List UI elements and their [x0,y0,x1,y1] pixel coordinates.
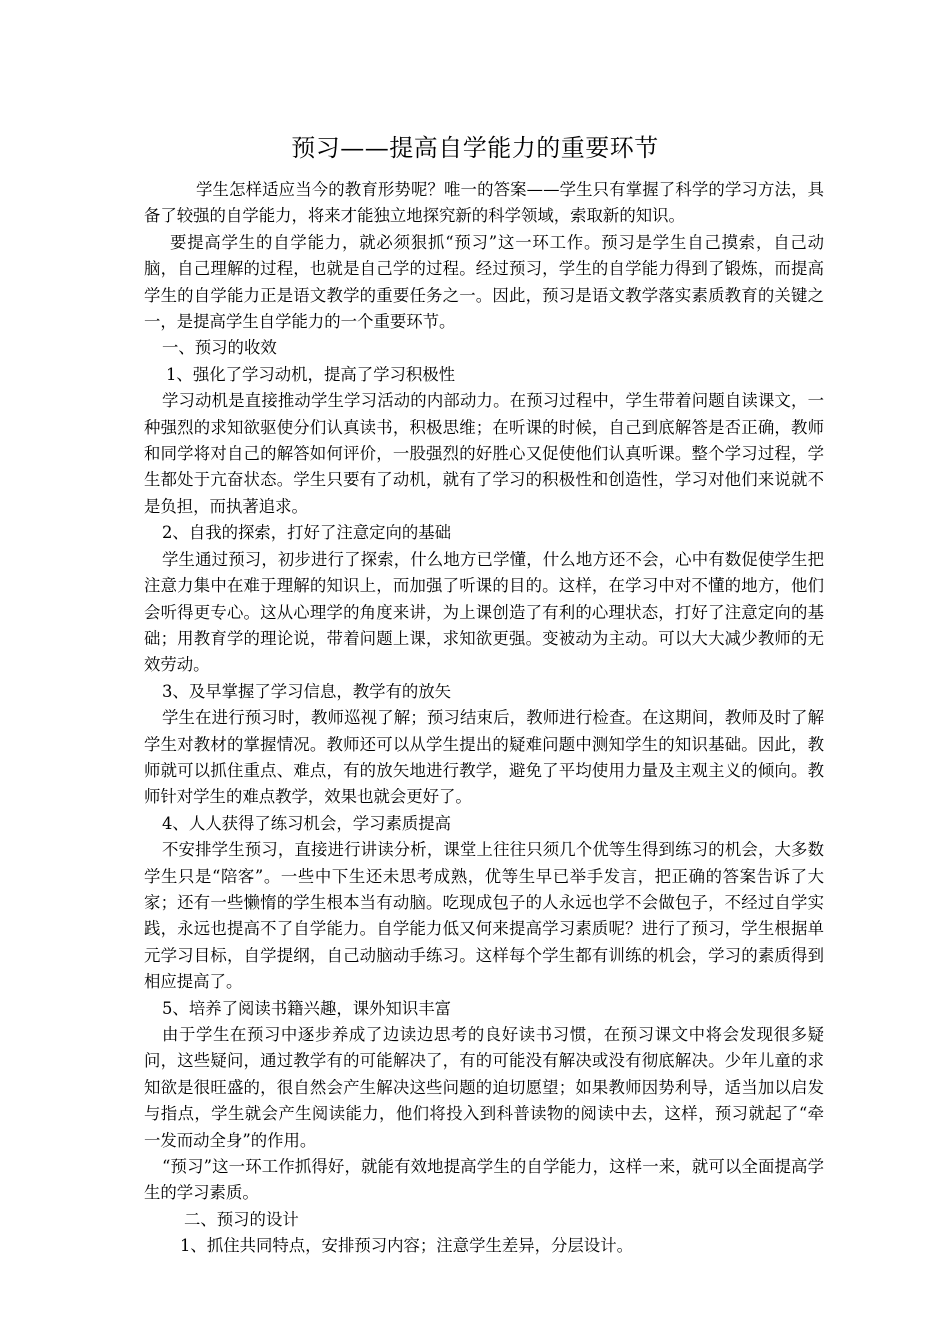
paragraph: “预习”这一环工作抓得好，就能有效地提高学生的自学能力，这样一来，就可以全面提高学生的学习素质。 [144,1157,824,1203]
paragraph: 要提高学生的自学能力，就必须狠抓“预习”这一环工作。预习是学生自己摸索，自己动脑，自己理解的过程，也就是自己学的过程。经过预习，学生的自学能力得到了锻炼，而提高学生的自学能力正是语文教学的重要任务之一。因此，预习是语文教学落实素质教育的关键之一，是提高学生自学能力的一个重要环节。 [144,232,824,332]
paragraph: 由于学生在预习中逐步养成了边读边思考的良好读书习惯，在预习课文中将会发现很多疑问，这些疑问，通过教学有的可能解决了，有的可能没有解决或没有彻底解决。少年儿童的求知欲是很旺盛的，很自然会产生解决这些问题的迫切愿望；如果教师因势利导，适当加以启发与指点，学生就会产生阅读能力，他们将投入到科普读物的阅读中去，这样，预习就起了“牵一发而动全身”的作用。 [144,1025,824,1150]
paragraph: 学生通过预习，初步进行了探索，什么地方已学懂，什么地方还不会，心中有数促使学生把注意力集中在难于理解的知识上，而加强了听课的目的。这样，在学习中对不懂的地方，他们会听得更专心。这从心理学的角度来讲，为上课创造了有利的心理状态，打好了注意定向的基础；用教育学的理论说，带着问题上课，求知欲更强。变被动为主动。可以大大减少教师的无效劳动。 [144,549,824,675]
section-heading: 2、自我的探索，打好了注意定向的基础 [162,523,452,543]
section-heading: 4、人人获得了练习机会，学习素质提高 [162,813,452,833]
section-heading: 二、预习的设计 [184,1209,299,1229]
section-heading: 一、预习的收效 [162,338,277,358]
section-heading: 1、抓住共同特点，安排预习内容；注意学生差异，分层设计。 [180,1236,633,1256]
section-heading: 1、强化了学习动机，提高了学习积极性 [166,364,456,384]
section-heading: 3、及早掌握了学习信息，教学有的放矢 [162,681,452,701]
paragraph: 不安排学生预习，直接进行讲读分析，课堂上往往只须几个优等生得到练习的机会，大多数学生只是“陪客”。一些中下生还未思考成熟，优等生早已举手发言，把正确的答案告诉了大家；还有一些懒惰的学生根本当有动脑。吃现成包子的人永远也学不会做包子，不经过自学实践，永远也提高不了自学能力。自学能力低又何来提高学习素质呢？进行了预习，学生根据单元学习目标，自学提纲，自己动脑动手练习。这样每个学生都有训练的机会，学习的素质得到相应提高了。 [144,840,824,992]
paragraph: 学习动机是直接推动学生学习活动的内部动力。在预习过程中，学生带着问题自读课文，一种强烈的求知欲驱使分们认真读书，积极思维；在听课的时候，自己到底解答是否正确，教师和同学将对自己的解答如何评价，一股强烈的好胜心又促使他们认真听课。整个学习过程，学生都处于亢奋状态。学生只要有了动机，就有了学习的积极性和创造性，学习对他们来说就不是负担，而执著追求。 [144,391,824,516]
document-title: 预习——提高自学能力的重要环节 [291,134,659,162]
paragraph: 学生在进行预习时，教师巡视了解；预习结束后，教师进行检查。在这期间，教师及时了解学生对教材的掌握情况。教师还可以从学生提出的疑难问题中测知学生的知识基础。因此，教师就可以抓住重点、难点，有的放矢地进行教学，避免了平均使用力量及主观主义的倾向。教师针对学生的难点教学，效果也就会更好了。 [144,708,824,807]
section-heading: 5、培养了阅读书籍兴趣，课外知识丰富 [162,998,452,1018]
paragraph: 学生怎样适应当今的教育形势呢？唯一的答案——学生只有掌握了科学的学习方法，具备了较强的自学能力，将来才能独立地探究新的科学领域，索取新的知识。 [144,180,824,226]
document-body [144,177,824,1260]
